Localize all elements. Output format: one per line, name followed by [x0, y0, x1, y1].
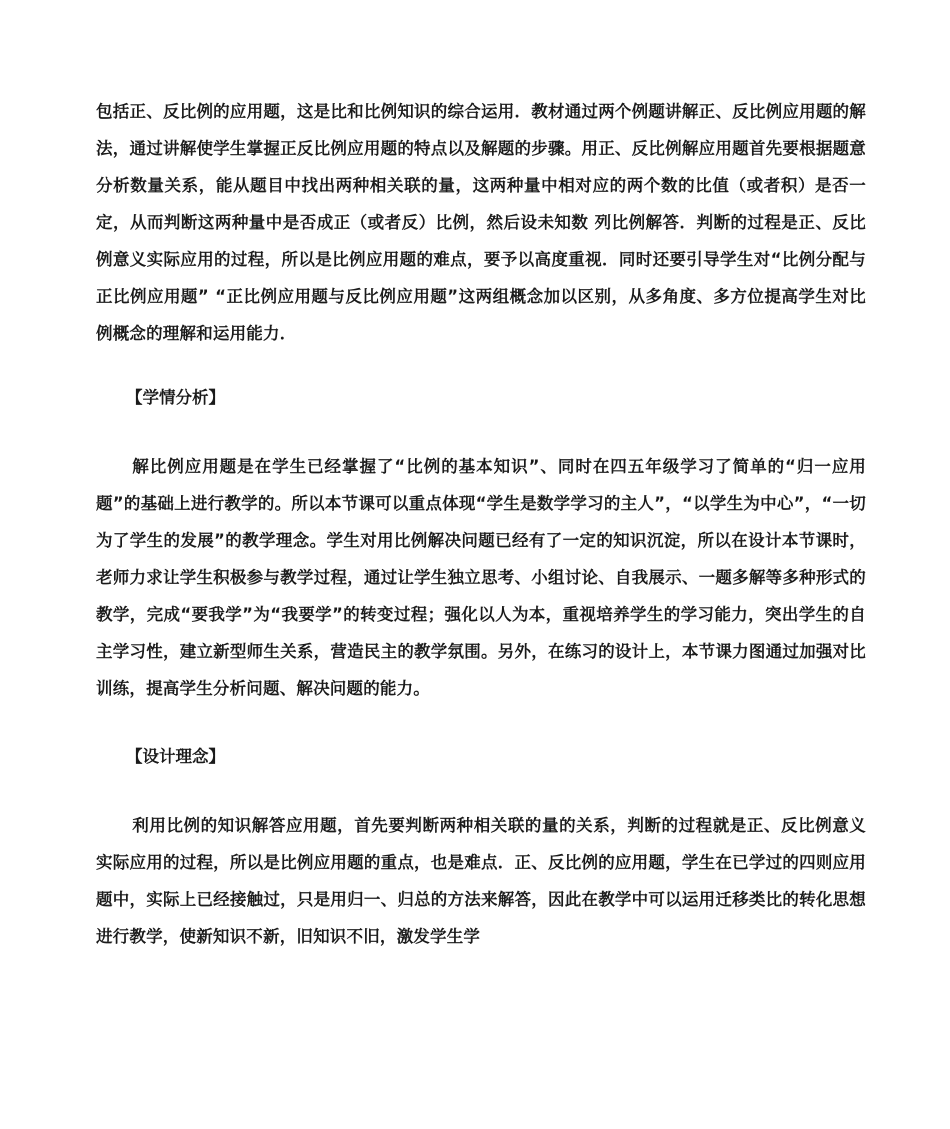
- spacer: [96, 352, 866, 379]
- document-page: [96, 93, 866, 955]
- learning-analysis-heading: 【学情分析】: [126, 388, 225, 407]
- design-concept-heading: 【设计理念】: [126, 747, 225, 766]
- spacer: [96, 775, 866, 807]
- design-concept-paragraph: 利用比例的知识解答应用题，首先要判断两种相关联的量的关系，判断的过程就是正、反比例意义实际应用的过程，所以是比例应用题的重点，也是难点．正、反比例的应用题，学生在已学过的四则应用题中，实际上已经接触过，只是用归一、归总的方法来解答，因此在教学中可以运用迁移类比的转化思想进行教学，使新知识不新，旧知识不旧，激发学生学: [96, 816, 866, 946]
- learning-analysis-paragraph: 解比例应用题是在学生已经掌握了“比例的基本知识”、同时在四五年级学习了简单的“归一应用题”的基础上进行教学的。所以本节课可以重点体现“学生是数学学习的主人”，“以学生为中心”，“一切为了学生的发展”的教学理念。学生对用比例解决问题已经有了一定的知识沉淀，所以在设计本节课时，老师力求让学生积极参与教学过程，通过让学生独立思考、小组讨论、自我展示、一题多解等多种形式的教学，完成“要我学”为“我要学”的转变过程；强化以人为本，重视培养学生的学习能力，突出学生的自主学习性，建立新型师生关系，营造民主的教学氛围。另外，在练习的设计上，本节课力图通过加强对比训练，提高学生分析问题、解决问题的能力。: [96, 457, 866, 698]
- spacer: [96, 416, 866, 448]
- intro-paragraph: 包括正、反比例的应用题，这是比和比例知识的综合运用．教材通过两个例题讲解正、反比例应用题的解法，通过讲解使学生掌握正反比例应用题的特点以及解题的步骤。用正、反比例解应用题首先要根据题意分析数量关系，能从题目中找出两种相关联的量，这两种量中相对应的两个数的比值（或者积）是否一定，从而判断这两种量中是否成正（或者反）比例，然后设未知数 列比例解答．判断的过程是正、反比例意义实际应用的过程，所以是比例应用题的难点，要予以高度重视．同时还要引导学生对“比例分配与正比例应用题” “正比例应用题与反比例应用题”这两组概念加以区别，从多角度、多方位提高学生对比例概念的理解和运用能力．: [96, 102, 866, 343]
- spacer: [96, 707, 866, 738]
